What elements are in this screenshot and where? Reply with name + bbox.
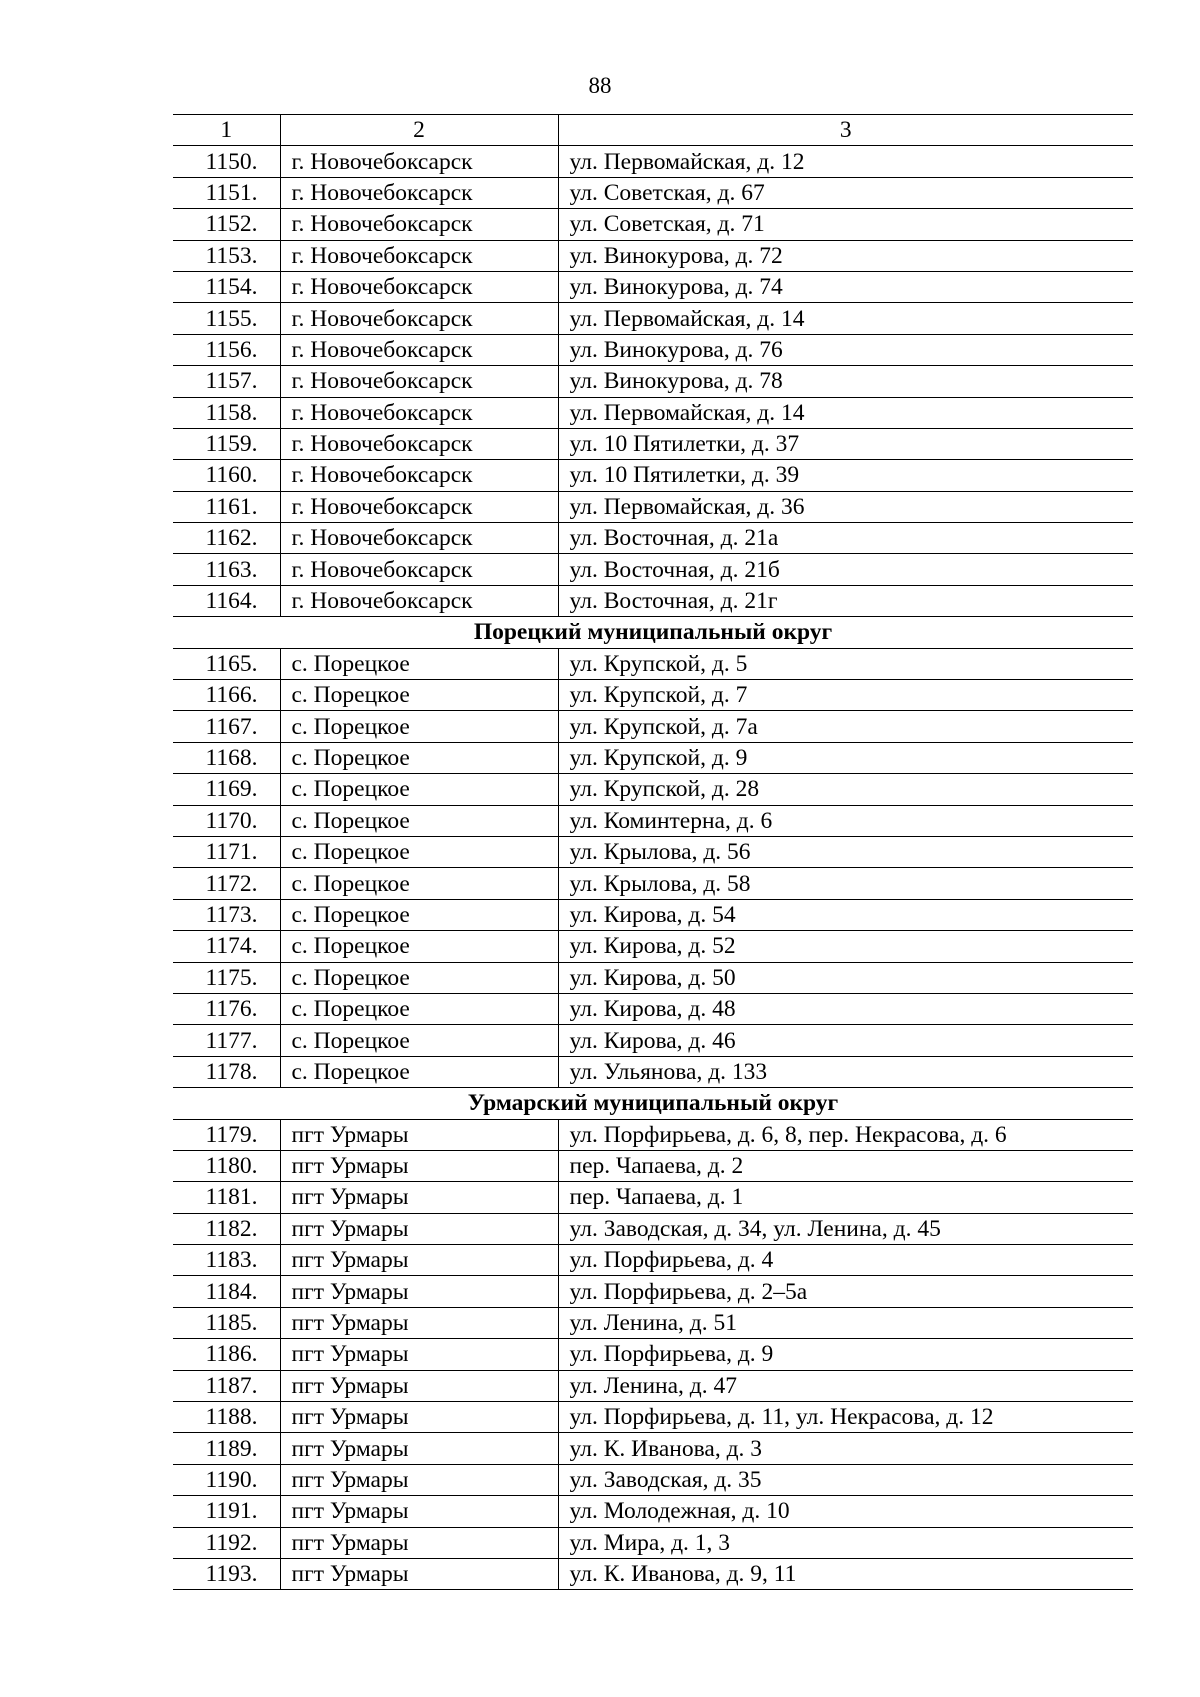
table-row [173, 146, 1133, 177]
row-address: ул. Порфирьева, д. 6, 8, пер. Некрасова, д. 6 [558, 1119, 1133, 1150]
row-address: ул. Винокурова, д. 74 [558, 271, 1133, 302]
row-address: ул. Первомайская, д. 36 [558, 491, 1133, 522]
row-address: ул. 10 Пятилетки, д. 37 [558, 428, 1133, 459]
row-locality: с. Порецкое [280, 836, 558, 867]
row-locality: г. Новочебоксарск [280, 523, 558, 554]
row-number: 1184. [173, 1276, 280, 1307]
row-number: 1171. [173, 836, 280, 867]
table-row [173, 962, 1133, 993]
table-row [173, 397, 1133, 428]
row-number: 1177. [173, 1025, 280, 1056]
row-address: ул. К. Иванова, д. 3 [558, 1433, 1133, 1464]
row-address: ул. 10 Пятилетки, д. 39 [558, 460, 1133, 491]
row-number: 1175. [173, 962, 280, 993]
row-number: 1190. [173, 1464, 280, 1495]
header-col-3: 3 [558, 115, 1133, 146]
table-row [173, 1307, 1133, 1338]
row-locality: с. Порецкое [280, 1025, 558, 1056]
row-locality: с. Порецкое [280, 805, 558, 836]
row-locality: с. Порецкое [280, 868, 558, 899]
row-address: ул. Коминтерна, д. 6 [558, 805, 1133, 836]
row-number: 1166. [173, 680, 280, 711]
row-number: 1182. [173, 1213, 280, 1244]
row-address: ул. Винокурова, д. 72 [558, 240, 1133, 271]
row-number: 1168. [173, 742, 280, 773]
row-address: пер. Чапаева, д. 2 [558, 1150, 1133, 1181]
row-number: 1189. [173, 1433, 280, 1464]
row-locality: г. Новочебоксарск [280, 585, 558, 616]
row-number: 1157. [173, 366, 280, 397]
row-address: ул. Порфирьева, д. 9 [558, 1339, 1133, 1370]
row-address: ул. К. Иванова, д. 9, 11 [558, 1558, 1133, 1589]
row-number: 1193. [173, 1558, 280, 1589]
row-number: 1172. [173, 868, 280, 899]
row-number: 1159. [173, 428, 280, 459]
table-row [173, 554, 1133, 585]
table-row [173, 805, 1133, 836]
row-number: 1174. [173, 931, 280, 962]
table-row [173, 1370, 1133, 1401]
table-row [173, 334, 1133, 365]
section-header-row [173, 617, 1133, 648]
row-address: ул. Советская, д. 71 [558, 209, 1133, 240]
row-locality: с. Порецкое [280, 899, 558, 930]
row-address: ул. Кирова, д. 52 [558, 931, 1133, 962]
row-address: пер. Чапаева, д. 1 [558, 1182, 1133, 1213]
table-body [173, 115, 1133, 1590]
header-col-2: 2 [280, 115, 558, 146]
row-address: ул. Ленина, д. 51 [558, 1307, 1133, 1338]
row-number: 1186. [173, 1339, 280, 1370]
row-address: ул. Кирова, д. 50 [558, 962, 1133, 993]
table-row [173, 271, 1133, 302]
row-number: 1167. [173, 711, 280, 742]
table-row [173, 585, 1133, 616]
row-locality: с. Порецкое [280, 680, 558, 711]
row-address: ул. Восточная, д. 21б [558, 554, 1133, 585]
row-address: ул. Заводская, д. 35 [558, 1464, 1133, 1495]
row-number: 1170. [173, 805, 280, 836]
row-address: ул. Мира, д. 1, 3 [558, 1527, 1133, 1558]
row-locality: г. Новочебоксарск [280, 491, 558, 522]
row-address: ул. Крупской, д. 7а [558, 711, 1133, 742]
row-address: ул. Молодежная, д. 10 [558, 1496, 1133, 1527]
row-locality: пгт Урмары [280, 1433, 558, 1464]
table-row [173, 1276, 1133, 1307]
row-locality: пгт Урмары [280, 1150, 558, 1181]
row-number: 1169. [173, 774, 280, 805]
row-number: 1185. [173, 1307, 280, 1338]
row-number: 1153. [173, 240, 280, 271]
row-number: 1165. [173, 648, 280, 679]
row-number: 1181. [173, 1182, 280, 1213]
row-address: ул. Заводская, д. 34, ул. Ленина, д. 45 [558, 1213, 1133, 1244]
table-row [173, 774, 1133, 805]
table-row [173, 491, 1133, 522]
section-title: Урмарский муниципальный округ [173, 1088, 1133, 1119]
row-locality: г. Новочебоксарск [280, 271, 558, 302]
table-row [173, 711, 1133, 742]
row-address: ул. Кирова, д. 46 [558, 1025, 1133, 1056]
row-locality: г. Новочебоксарск [280, 554, 558, 585]
header-col-1: 1 [173, 115, 280, 146]
row-number: 1180. [173, 1150, 280, 1181]
section-header-row [173, 1088, 1133, 1119]
table-row [173, 993, 1133, 1024]
row-locality: пгт Урмары [280, 1402, 558, 1433]
table-row [173, 1558, 1133, 1589]
row-number: 1152. [173, 209, 280, 240]
row-number: 1191. [173, 1496, 280, 1527]
table-row [173, 209, 1133, 240]
row-locality: г. Новочебоксарск [280, 209, 558, 240]
row-locality: г. Новочебоксарск [280, 366, 558, 397]
row-locality: г. Новочебоксарск [280, 460, 558, 491]
row-locality: пгт Урмары [280, 1119, 558, 1150]
row-address: ул. Крупской, д. 28 [558, 774, 1133, 805]
table-row [173, 1464, 1133, 1495]
row-address: ул. Ленина, д. 47 [558, 1370, 1133, 1401]
row-address: ул. Кирова, д. 48 [558, 993, 1133, 1024]
table-row [173, 1496, 1133, 1527]
table-row [173, 366, 1133, 397]
row-address: ул. Кирова, д. 54 [558, 899, 1133, 930]
row-locality: пгт Урмары [280, 1496, 558, 1527]
row-locality: пгт Урмары [280, 1276, 558, 1307]
address-table [173, 114, 1133, 1590]
row-address: ул. Порфирьева, д. 11, ул. Некрасова, д. 12 [558, 1402, 1133, 1433]
row-locality: пгт Урмары [280, 1182, 558, 1213]
row-address: ул. Винокурова, д. 76 [558, 334, 1133, 365]
row-number: 1178. [173, 1056, 280, 1087]
table-row [173, 460, 1133, 491]
page-number: 88 [588, 73, 612, 98]
row-number: 1176. [173, 993, 280, 1024]
row-number: 1188. [173, 1402, 280, 1433]
row-locality: пгт Урмары [280, 1339, 558, 1370]
row-locality: пгт Урмары [280, 1370, 558, 1401]
row-address: ул. Советская, д. 67 [558, 177, 1133, 208]
row-locality: пгт Урмары [280, 1527, 558, 1558]
table-row [173, 1213, 1133, 1244]
row-locality: пгт Урмары [280, 1213, 558, 1244]
row-locality: г. Новочебоксарск [280, 334, 558, 365]
row-number: 1183. [173, 1245, 280, 1276]
table-row [173, 428, 1133, 459]
row-address: ул. Крупской, д. 7 [558, 680, 1133, 711]
table-row [173, 931, 1133, 962]
row-locality: пгт Урмары [280, 1307, 558, 1338]
row-number: 1158. [173, 397, 280, 428]
row-address: ул. Крылова, д. 58 [558, 868, 1133, 899]
row-locality: г. Новочебоксарск [280, 428, 558, 459]
row-locality: с. Порецкое [280, 742, 558, 773]
table-row [173, 742, 1133, 773]
table-row [173, 240, 1133, 271]
row-address: ул. Восточная, д. 21г [558, 585, 1133, 616]
row-locality: пгт Урмары [280, 1245, 558, 1276]
row-number: 1151. [173, 177, 280, 208]
table-row [173, 648, 1133, 679]
row-number: 1164. [173, 585, 280, 616]
row-locality: г. Новочебоксарск [280, 240, 558, 271]
section-title: Порецкий муниципальный округ [173, 617, 1133, 648]
row-locality: пгт Урмары [280, 1464, 558, 1495]
row-locality: г. Новочебоксарск [280, 146, 558, 177]
row-number: 1163. [173, 554, 280, 585]
row-address: ул. Крылова, д. 56 [558, 836, 1133, 867]
row-address: ул. Порфирьева, д. 2–5а [558, 1276, 1133, 1307]
row-number: 1161. [173, 491, 280, 522]
row-address: ул. Винокурова, д. 78 [558, 366, 1133, 397]
row-locality: с. Порецкое [280, 993, 558, 1024]
row-address: ул. Первомайская, д. 14 [558, 397, 1133, 428]
row-locality: г. Новочебоксарск [280, 303, 558, 334]
row-locality: с. Порецкое [280, 648, 558, 679]
row-address: ул. Крупской, д. 5 [558, 648, 1133, 679]
row-locality: с. Порецкое [280, 774, 558, 805]
row-address: ул. Порфирьева, д. 4 [558, 1245, 1133, 1276]
table-row [173, 1339, 1133, 1370]
row-locality: г. Новочебоксарск [280, 177, 558, 208]
row-number: 1192. [173, 1527, 280, 1558]
row-address: ул. Первомайская, д. 14 [558, 303, 1133, 334]
row-number: 1173. [173, 899, 280, 930]
row-locality: пгт Урмары [280, 1558, 558, 1589]
table-row [173, 1056, 1133, 1087]
row-number: 1160. [173, 460, 280, 491]
table-row [173, 1150, 1133, 1181]
row-locality: с. Порецкое [280, 711, 558, 742]
table-row [173, 1402, 1133, 1433]
row-number: 1155. [173, 303, 280, 334]
table-row [173, 1245, 1133, 1276]
table-row [173, 899, 1133, 930]
table-row [173, 177, 1133, 208]
row-address: ул. Ульянова, д. 133 [558, 1056, 1133, 1087]
row-number: 1150. [173, 146, 280, 177]
row-locality: с. Порецкое [280, 931, 558, 962]
row-number: 1154. [173, 271, 280, 302]
table-row [173, 303, 1133, 334]
table-row [173, 1182, 1133, 1213]
row-number: 1187. [173, 1370, 280, 1401]
table-row [173, 680, 1133, 711]
table-row [173, 836, 1133, 867]
table-row [173, 1527, 1133, 1558]
row-address: ул. Восточная, д. 21а [558, 523, 1133, 554]
table-row [173, 1433, 1133, 1464]
table-row [173, 523, 1133, 554]
row-address: ул. Крупской, д. 9 [558, 742, 1133, 773]
table-header-row [173, 115, 1133, 146]
table-row [173, 1025, 1133, 1056]
row-address: ул. Первомайская, д. 12 [558, 146, 1133, 177]
row-number: 1179. [173, 1119, 280, 1150]
row-number: 1162. [173, 523, 280, 554]
row-locality: с. Порецкое [280, 962, 558, 993]
row-number: 1156. [173, 334, 280, 365]
row-locality: с. Порецкое [280, 1056, 558, 1087]
table-row [173, 1119, 1133, 1150]
row-locality: г. Новочебоксарск [280, 397, 558, 428]
table-row [173, 868, 1133, 899]
